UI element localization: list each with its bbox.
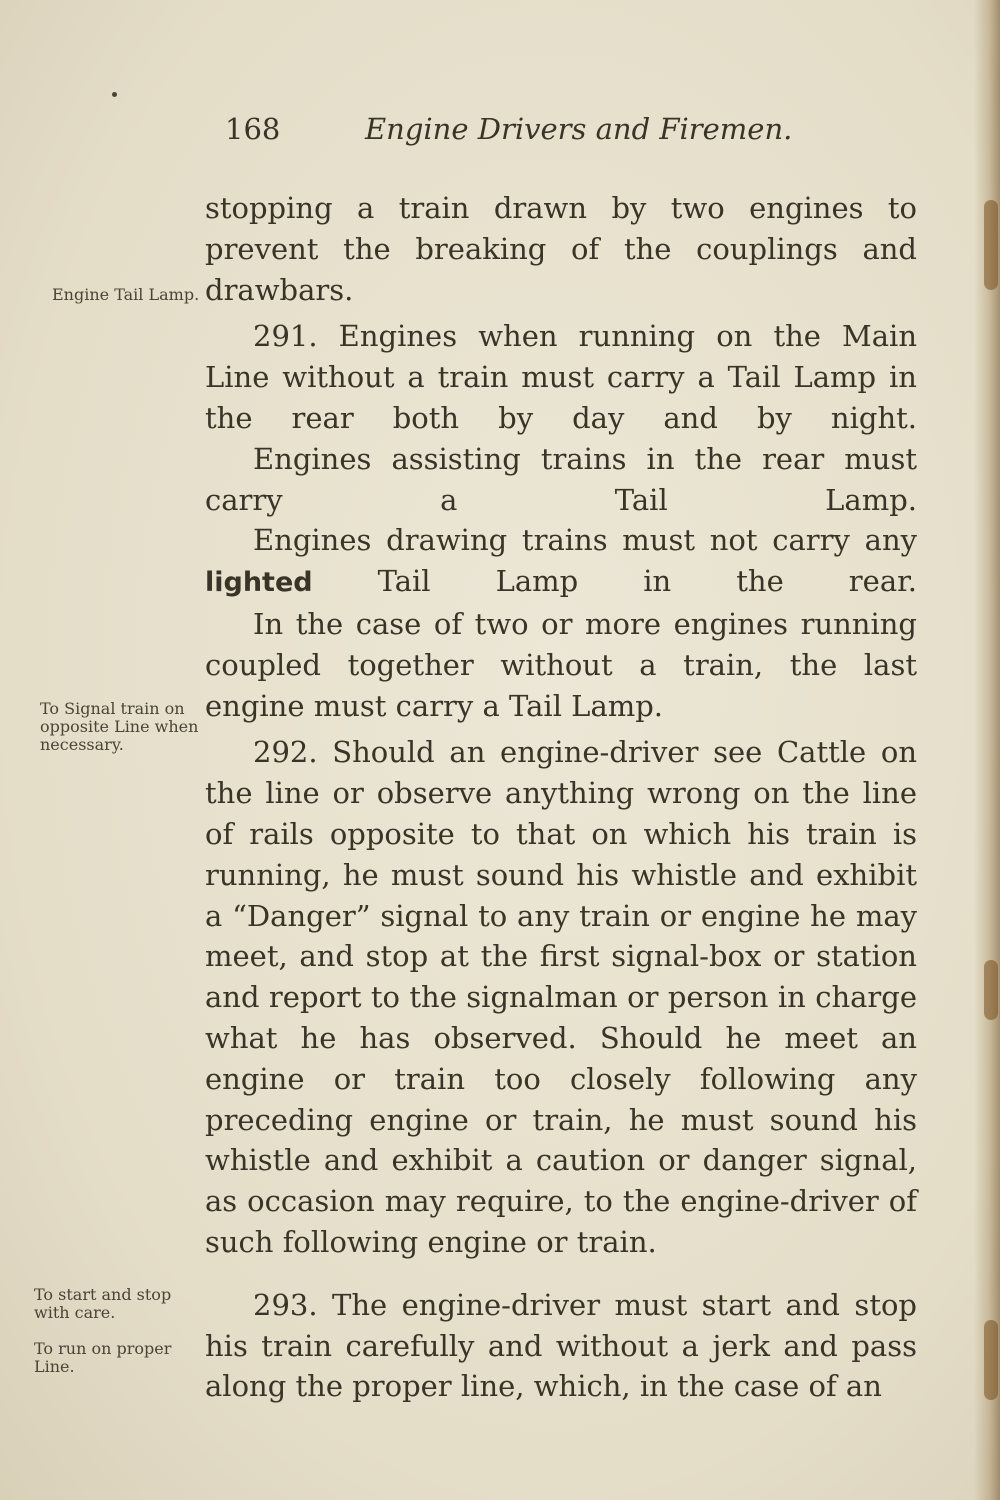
- paragraph-292: 292. Should an engine-driver see Cattle on the line or observe anything wrong on the line of rails opposite to that on which his train is running, he must sound his whistle and exhibit a “Danger” signal to any train or engine he may meet, and stop at the first signal-box or station and report to the signalman or person in charge what he has observed. Should he meet an engine or train too closely following any preceding engine or train, he must sound his whistle and exhibit a caution or danger signal, as occasion may require, to the engine-driver of such following engine or train.: [205, 735, 917, 1259]
- margin-note-signal-opposite-line: To Signal train on opposite Line when necessary.: [40, 699, 199, 754]
- paragraph-293: 293. The engine-driver must start and stop his train carefully and without a jerk and pass along the proper line, which, in the case of an: [205, 1287, 917, 1404]
- ink-dot: [112, 92, 117, 97]
- margin-note-start-stop-care: To start and stop with care.: [34, 1285, 172, 1322]
- running-title: Engine Drivers and Firemen.: [365, 112, 793, 146]
- paragraph-continuation: stopping a train drawn by two engines to prevent the breaking of the couplings and drawbars.: [205, 191, 917, 307]
- page-number: 168: [225, 112, 281, 146]
- foxing-spot: [984, 960, 998, 1020]
- paragraph-coupled: In the case of two or more engines running coupled together without a train, the last engine must carry a Tail Lamp.: [205, 606, 917, 723]
- margin-note-proper-line: To run on proper Line.: [34, 1339, 172, 1376]
- lighted-word: lighted: [205, 567, 313, 599]
- foxing-spot: [984, 1320, 998, 1400]
- running-head: [225, 112, 825, 152]
- paragraph-291: 291. Engines when running on the Main Line without a train must carry a Tail Lamp in the rear both by day and by night.: [205, 319, 917, 435]
- margin-note-engine-tail-lamp: Engine Tail Lamp.: [52, 285, 200, 304]
- paragraph-assisting: Engines assisting trains in the rear must carry a Tail Lamp.: [205, 441, 917, 517]
- drawing-text-b: Tail Lamp in the rear.: [377, 564, 918, 599]
- paragraph-drawing: [205, 520, 917, 604]
- foxing-spot: [984, 200, 998, 290]
- drawing-text-a: Engines drawing trains must not carry any: [253, 523, 917, 558]
- body-text: [205, 188, 917, 1407]
